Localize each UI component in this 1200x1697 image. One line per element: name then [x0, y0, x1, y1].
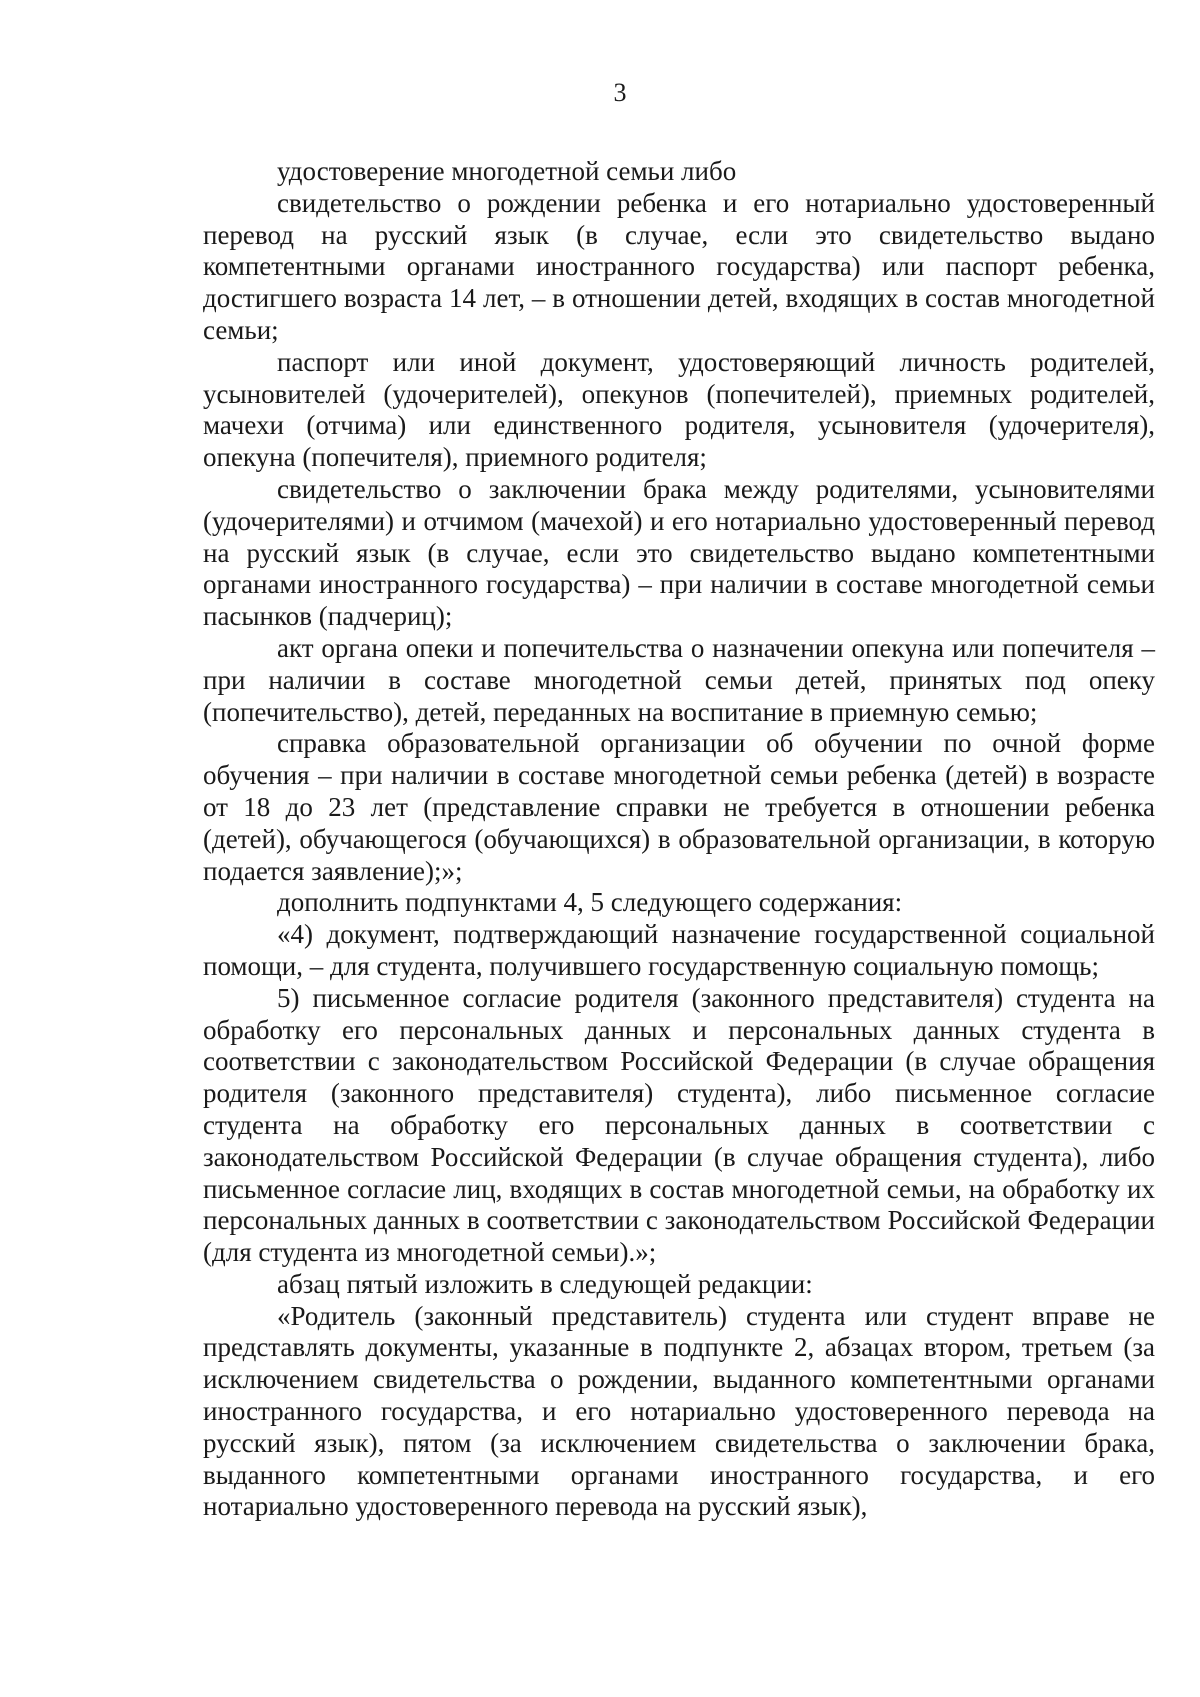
- paragraph-4: свидетельство о заключении брака между родителями, усыновителями (удочерителями) и отчимом (мачехой) и его нотариально удостоверенный перевод на русский язык (в случае, если это свидетельство выдано компетентными органами иностранного государства) – при наличии в составе многодетной семьи пасынков (падчериц);: [203, 473, 1155, 632]
- paragraph-3: паспорт или иной документ, удостоверяющий личность родителей, усыновителей (удочерителей), опекунов (попечителей), приемных родителей, мачехи (отчима) или единственного родителя, усыновителя (удочерителя), опекуна (попечителя), приемного родителя;: [203, 346, 1155, 473]
- paragraph-10: абзац пятый изложить в следующей редакции:: [277, 1268, 813, 1299]
- document-body: [203, 156, 1155, 1523]
- page-number: 3: [613, 78, 627, 107]
- paragraph-11: «Родитель (законный представитель) студента или студент вправе не представлять документы, указанные в подпункте 2, абзацах втором, третьем (за исключением свидетельства о рождении, выданного компетентными органами иностранного государства, и его нотариально удостоверенного перевода на русский язык), пятом (за исключением свидетельства о заключении брака, выданного компетентными органами иностранного государства, и его нотариально удостоверенного перевода на русский язык),: [203, 1300, 1155, 1522]
- paragraph-7: дополнить подпунктами 4, 5 следующего содержания:: [277, 887, 903, 918]
- paragraph-1: удостоверение многодетной семьи либо: [277, 156, 737, 186]
- paragraph-2: свидетельство о рождении ребенка и его нотариально удостоверенный перевод на русский язык (в случае, если это свидетельство выдано компетентными органами иностранного государства) или паспорт ребенка, достигшего возраста 14 лет, – в отношении детей, входящих в состав многодетной семьи;: [203, 187, 1155, 345]
- paragraph-9: 5) письменное согласие родителя (законного представителя) студента на обработку его персональных данных и персональных данных студента в соответствии с законодательством Российской Федерации (в случае обращения родителя (законного представителя) студента), либо письменное согласие студента на обработку его персональных данных в соответствии с законодательством Российской Федерации (в случае обращения студента), либо письменное согласие лиц, входящих в состав многодетной семьи, на обработку их персональных данных в соответствии с законодательством Российской Федерации (для студента из многодетной семьи).»;: [203, 982, 1155, 1268]
- paragraph-8: «4) документ, подтверждающий назначение государственной социальной помощи, – для студента, получившего государственную социальную помощь;: [203, 919, 1155, 981]
- paragraph-5: акт органа опеки и попечительства о назначении опекуна или попечителя – при наличии в составе многодетной семьи детей, принятых под опеку (попечительство), детей, переданных на воспитание в приемную семью;: [203, 632, 1155, 727]
- paragraph-6: справка образовательной организации об обучении по очной форме обучения – при наличии в составе многодетной семьи ребенка (детей) в возрасте от 18 до 23 лет (представление справки не требуется в отношении ребенка (детей), обучающегося (обучающихся) в образовательной организации, в которую подается заявление);»;: [203, 728, 1155, 886]
